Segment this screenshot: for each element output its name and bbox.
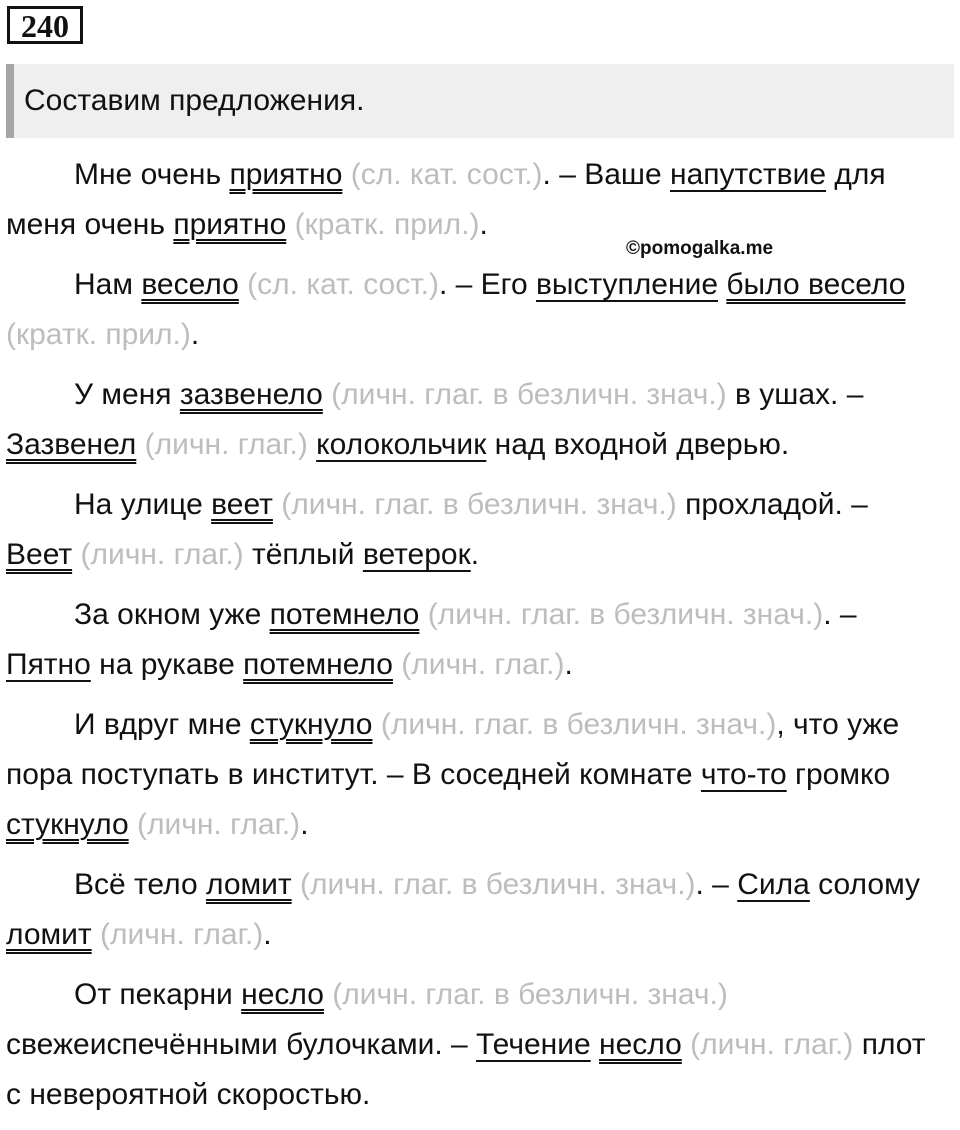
answer-text xyxy=(6,150,936,1130)
grammar-note: (личн. глаг. в безличн. знач.) xyxy=(272,488,677,521)
predicate-word: приятно xyxy=(229,158,343,191)
plain-text: Всё тело xyxy=(74,868,206,901)
grammar-note: (сл. кат. сост.) xyxy=(342,158,543,191)
plain-text: , что уже пора поступать в институт. – В соседней комнате xyxy=(6,708,900,791)
grammar-note: (личн. глаг. в безличн. знач.) xyxy=(372,708,777,741)
grammar-note: (личн. глаг. в безличн. знач.) xyxy=(291,868,696,901)
predicate-word: было весело xyxy=(726,268,906,301)
grammar-note: (личн. глаг.) xyxy=(392,648,565,681)
subject-word: напутствие xyxy=(670,158,827,191)
plain-text: . xyxy=(263,918,272,951)
plain-text: Нам xyxy=(74,268,142,301)
plain-text: тёплый xyxy=(243,538,363,571)
plain-text xyxy=(308,428,316,461)
plain-text: . xyxy=(479,208,488,241)
plain-text: . – xyxy=(823,598,857,631)
subject-word: ветерок xyxy=(362,538,471,571)
plain-text: . xyxy=(470,538,480,571)
plain-text: в ушах. – xyxy=(726,378,864,411)
sentence-pair xyxy=(6,590,936,690)
plain-text: . xyxy=(300,808,309,841)
predicate-word: несло xyxy=(241,978,324,1011)
plain-text xyxy=(591,1028,599,1061)
plain-text: От пекарни xyxy=(74,978,242,1011)
grammar-note: (личн. глаг. в безличн. знач.) xyxy=(322,378,727,411)
subject-word: колокольчик xyxy=(316,428,487,461)
sentence-pair xyxy=(6,150,936,250)
plain-text: плот с невероятной скоростью. xyxy=(6,1028,926,1111)
predicate-word: веет xyxy=(211,488,273,521)
plain-text: над входной дверью. xyxy=(486,428,790,461)
subject-word: выступление xyxy=(535,268,719,301)
plain-text: И вдруг мне xyxy=(74,708,250,741)
predicate-word: потемнело xyxy=(269,598,420,631)
subject-word: Сила xyxy=(737,868,810,901)
grammar-note: (личн. глаг.) xyxy=(72,538,244,571)
sentence-pair xyxy=(6,370,936,470)
plain-text: . – Его xyxy=(438,268,536,301)
sentence-pair xyxy=(6,480,936,580)
sentence-pair xyxy=(6,260,936,360)
grammar-note: (кратк. прил.) xyxy=(6,318,191,351)
grammar-note: (личн. глаг.) xyxy=(91,918,264,951)
predicate-word: стукнуло xyxy=(6,808,129,841)
plain-text: За окном уже xyxy=(74,598,270,631)
predicate-word: зазвенело xyxy=(179,378,323,411)
plain-text: на рукаве xyxy=(90,648,244,681)
grammar-note: (личн. глаг. в безличн. знач.) xyxy=(419,598,824,631)
grammar-note: (сл. кат. сост.) xyxy=(238,268,439,301)
watermark: ©pomogalka.me xyxy=(626,238,774,259)
predicate-word: потемнело xyxy=(243,648,393,681)
predicate-word: несло xyxy=(599,1028,682,1061)
plain-text: Мне очень xyxy=(74,158,230,191)
plain-text: для меня очень xyxy=(6,158,886,241)
grammar-note: (личн. глаг.) xyxy=(136,428,308,461)
plain-text: . xyxy=(190,318,200,351)
predicate-word: Веет xyxy=(6,538,73,571)
plain-text: . – Ваше xyxy=(542,158,671,191)
subject-word: Пятно xyxy=(6,648,91,681)
sentence-pair xyxy=(6,970,936,1120)
plain-text: прохладой. – xyxy=(676,488,868,521)
plain-text: солому xyxy=(809,868,921,901)
predicate-word: Зазвенел xyxy=(6,428,137,461)
subject-word: Течение xyxy=(476,1028,591,1061)
plain-text: У меня xyxy=(74,378,180,411)
predicate-word: стукнуло xyxy=(249,708,373,741)
plain-text: . xyxy=(564,648,573,681)
grammar-note: (кратк. прил.) xyxy=(286,208,480,241)
plain-text: громко xyxy=(786,758,891,791)
task-title: Составим предложения. xyxy=(6,64,954,138)
predicate-word: весело xyxy=(141,268,239,301)
sentence-pair xyxy=(6,860,936,960)
grammar-note: (личн. глаг. в безличн. знач.) xyxy=(323,978,728,1011)
plain-text: . – xyxy=(695,868,738,901)
grammar-note: (личн. глаг.) xyxy=(128,808,301,841)
grammar-note: (личн. глаг.) xyxy=(681,1028,854,1061)
plain-text: свежеиспечёнными булочками. – xyxy=(6,1028,477,1061)
exercise-number: 240 xyxy=(7,6,83,44)
predicate-word: приятно xyxy=(173,208,287,241)
predicate-word: ломит xyxy=(205,868,292,901)
sentence-pair xyxy=(6,700,936,850)
predicate-word: ломит xyxy=(6,918,92,951)
plain-text: На улице xyxy=(74,488,212,521)
subject-word: что-то xyxy=(700,758,787,791)
